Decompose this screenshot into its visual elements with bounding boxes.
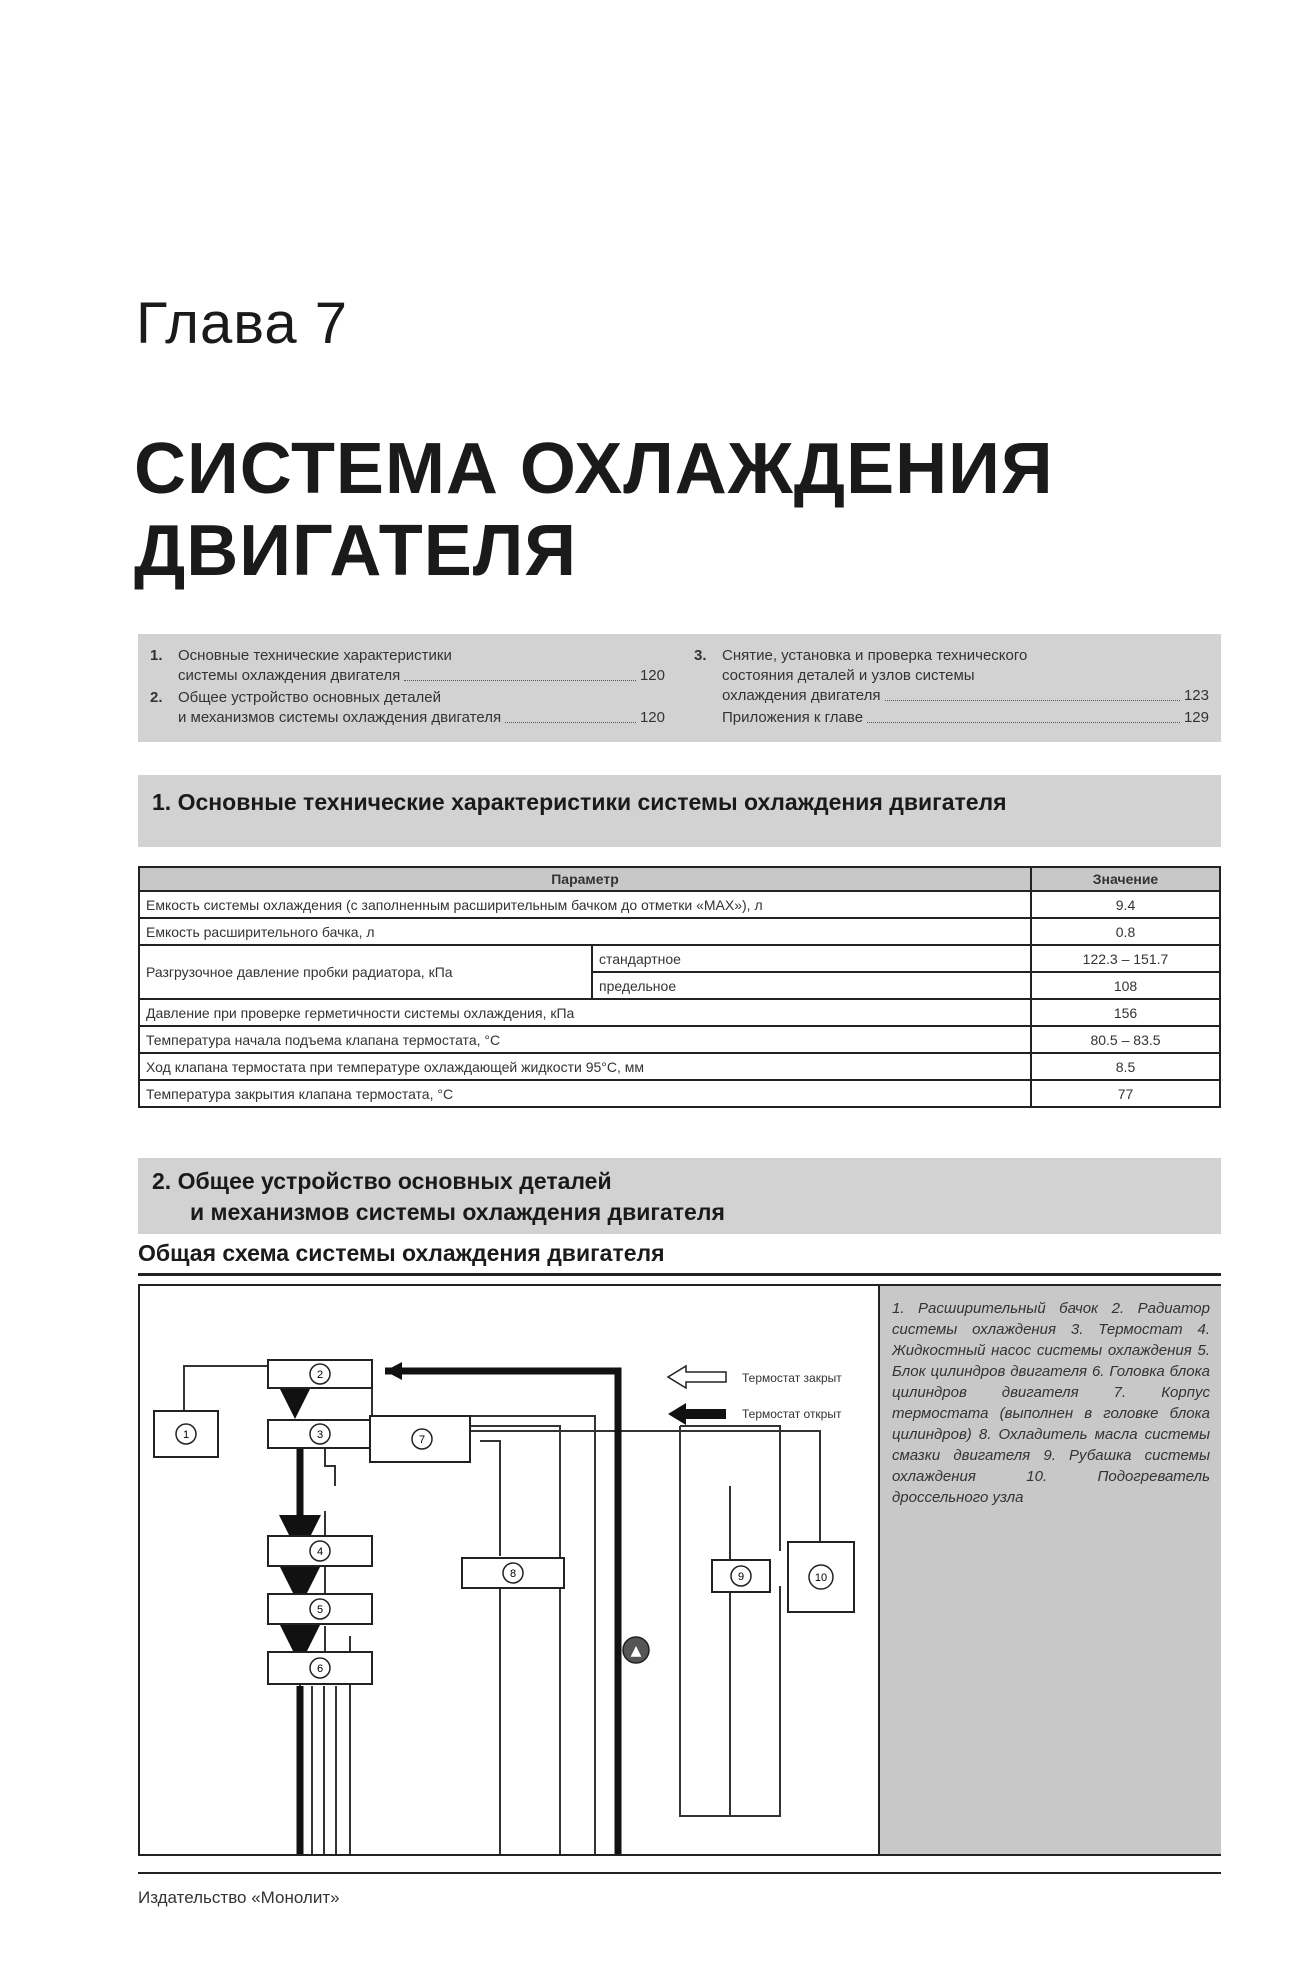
table-cell-param: Емкость системы охлаждения (с заполненным расширительным бачком до отметки «MAX»), л xyxy=(139,891,1031,918)
svg-text:3: 3 xyxy=(316,1429,324,1441)
table-header-value: Значение xyxy=(1031,867,1220,891)
table-cell-subparam: стандартное xyxy=(592,945,1031,972)
table-cell-param: Разгрузочное давление пробки радиатора, кПа xyxy=(139,945,592,999)
spec-table xyxy=(138,866,1221,1108)
diagram-caption: 1. Расширительный бачок 2. Радиатор системы охлаждения 3. Термостат 4. Жидкостный насос системы охлаждения 5. Блок цилиндров двигателя 6. Головка блока цилиндров двигателя 7. Корпус термостата (выполнен в головке блока цилиндров) 8. Охладитель масла системы смазки двигателя 9. Рубашка системы охлаждения 10. Подогреватель дроссельного узла xyxy=(892,1300,1210,1506)
toc-text: состояния деталей и узлов системы xyxy=(722,667,975,684)
table-header-row xyxy=(139,867,1220,891)
table-cell-subparam: предельное xyxy=(592,972,1031,999)
section-1-header xyxy=(138,775,1221,847)
component-9 xyxy=(712,1560,770,1592)
table-cell-value: 77 xyxy=(1031,1080,1220,1107)
table-cell-param: Давление при проверке герметичности системы охлаждения, кПа xyxy=(139,999,1031,1026)
toc-page: 120 xyxy=(639,709,665,726)
svg-text:6: 6 xyxy=(316,1663,324,1675)
svg-text:8: 8 xyxy=(509,1568,517,1580)
table-row xyxy=(139,1053,1220,1080)
table-cell-param: Емкость расширительного бачка, л xyxy=(139,918,1031,945)
svg-text:Термостат закрыт: Термостат закрыт xyxy=(742,1371,842,1385)
component-1 xyxy=(154,1411,218,1457)
svg-text:4: 4 xyxy=(316,1546,324,1558)
toc-item-3[interactable] xyxy=(694,646,1209,706)
svg-text:2: 2 xyxy=(316,1369,324,1381)
toc-text: Снятие, установка и проверка технического xyxy=(722,647,1028,664)
toc-item-appendix[interactable] xyxy=(694,708,1209,728)
table-cell-value: 0.8 xyxy=(1031,918,1220,945)
toc-page: 120 xyxy=(639,667,665,684)
table-cell-value: 122.3 – 151.7 xyxy=(1031,945,1220,972)
publisher-footer: Издательство «Монолит» xyxy=(138,1888,340,1907)
svg-text:Термостат открыт: Термостат открыт xyxy=(742,1407,842,1421)
component-6 xyxy=(268,1652,372,1684)
svg-text:1: 1 xyxy=(182,1429,190,1441)
section-2-title-line2: и механизмов системы охлаждения двигателя xyxy=(190,1199,725,1225)
diagram-legend-panel xyxy=(878,1286,1221,1854)
toc-num: 3. xyxy=(694,647,707,664)
toc-text: Общее устройство основных деталей xyxy=(178,689,442,706)
chapter-title-line1: СИСТЕМА ОХЛАЖДЕНИЯ xyxy=(134,429,1054,509)
cooling-system-diagram xyxy=(140,1286,876,1854)
table-cell-value: 8.5 xyxy=(1031,1053,1220,1080)
heading-rule xyxy=(138,1273,1221,1276)
chapter-title-line2: ДВИГАТЕЛЯ xyxy=(134,511,578,591)
table-row xyxy=(139,999,1220,1026)
warning-icon xyxy=(623,1637,649,1663)
toc-num: 1. xyxy=(150,647,163,664)
component-8 xyxy=(462,1558,564,1588)
table-cell-param: Температура начала подъема клапана термостата, °C xyxy=(139,1026,1031,1053)
chapter-label: Глава 7 xyxy=(136,291,349,356)
table-of-contents xyxy=(138,634,1221,742)
diagram-heading: Общая схема системы охлаждения двигателя xyxy=(138,1240,665,1266)
component-5 xyxy=(268,1594,372,1624)
legend-closed xyxy=(668,1366,842,1388)
table-cell-param: Температура закрытия клапана термостата, °C xyxy=(139,1080,1031,1107)
section-2-title xyxy=(152,1166,725,1228)
svg-text:▲: ▲ xyxy=(630,1643,642,1659)
component-7 xyxy=(370,1416,470,1462)
toc-text: охлаждения двигателя xyxy=(722,687,881,704)
table-row xyxy=(139,918,1220,945)
table-cell-value: 80.5 – 83.5 xyxy=(1031,1026,1220,1053)
table-cell-param: Ход клапана термостата при температуре охлаждающей жидкости 95°C, мм xyxy=(139,1053,1031,1080)
chapter-title xyxy=(134,428,1054,592)
table-cell-value: 156 xyxy=(1031,999,1220,1026)
toc-text: Основные технические характеристики xyxy=(178,647,452,664)
component-2 xyxy=(268,1360,372,1388)
svg-text:7: 7 xyxy=(418,1434,426,1446)
table-row xyxy=(139,1026,1220,1053)
toc-num xyxy=(694,708,722,728)
svg-text:9: 9 xyxy=(737,1571,745,1583)
table-cell-value: 108 xyxy=(1031,972,1220,999)
component-3 xyxy=(268,1420,372,1448)
cooling-diagram-box xyxy=(138,1284,1221,1856)
table-header-param: Параметр xyxy=(139,867,1031,891)
toc-page: 129 xyxy=(1183,709,1209,726)
section-2-title-line1: 2. Общее устройство основных деталей xyxy=(152,1168,612,1194)
section-2-header xyxy=(138,1158,1221,1234)
legend-open xyxy=(668,1403,842,1425)
footer-rule xyxy=(138,1872,1221,1874)
toc-num: 2. xyxy=(150,689,163,706)
table-row xyxy=(139,891,1220,918)
component-4 xyxy=(268,1536,372,1566)
table-row xyxy=(139,1080,1220,1107)
toc-item-1[interactable] xyxy=(150,646,665,686)
flow-arrow-icon xyxy=(385,1362,402,1380)
toc-item-2[interactable] xyxy=(150,688,665,728)
toc-text: Приложения к главе xyxy=(722,709,864,726)
component-10 xyxy=(788,1542,854,1612)
svg-text:10: 10 xyxy=(814,1572,828,1584)
svg-text:5: 5 xyxy=(316,1604,324,1616)
toc-page: 123 xyxy=(1183,687,1209,704)
toc-text: и механизмов системы охлаждения двигателя xyxy=(178,709,502,726)
table-row xyxy=(139,945,1220,972)
toc-text: системы охлаждения двигателя xyxy=(178,667,401,684)
section-1-title: 1. Основные технические характеристики системы охлаждения двигателя xyxy=(152,789,1007,815)
table-cell-value: 9.4 xyxy=(1031,891,1220,918)
